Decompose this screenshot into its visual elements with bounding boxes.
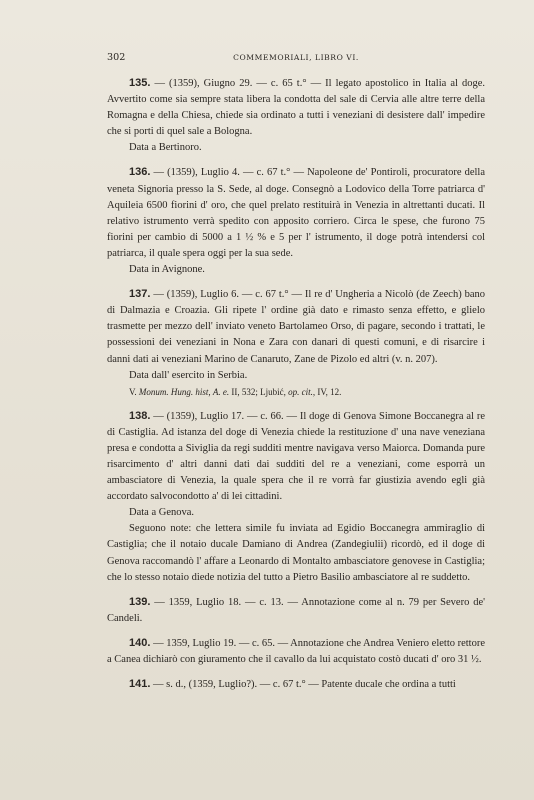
running-head: COMMEMORIALI, LIBRO VI.: [233, 53, 359, 62]
entry-number: 140.: [129, 636, 151, 649]
entry-text: [107, 635, 485, 668]
ref-sep: II, 532; Ljubić,: [229, 386, 289, 397]
entry-number: 137.: [129, 288, 151, 301]
entry-text: [107, 286, 485, 367]
page-number: 302: [107, 52, 126, 63]
entry-date: Data a Genova.: [129, 507, 195, 519]
page-header: [107, 52, 485, 66]
entry-body: — s. d., (1359, Luglio?). — c. 67 t.° — Patente ducale che ordina a tutti: [153, 679, 456, 691]
entry-137: [107, 286, 485, 399]
entry-text: [107, 408, 485, 506]
entry-number: 135.: [129, 77, 151, 89]
entry-135: [107, 75, 485, 156]
entry-body: — (1359), Luglio 17. — c. 66. — Il doge di Genova Simone Boccanegra al re di Castiglia. Ad istanza del doge di Venezia chiede la restituzione d' una nave veneziana presa e condotta a Siviglia da regi sudditi mentre navigava verso Maiorca. Domanda pure risarcimento d' altri danni dati dai sudditi del re a veneziani, come esporrà un ambasciatore di Venezia, la quale spera che il re vorrà far giustizia avendo egli già accordato salvocondotto a' di lei cittadini.: [107, 410, 486, 503]
entry-136: [107, 164, 485, 278]
ref-prefix: V.: [129, 386, 137, 397]
entry-140: [107, 635, 485, 668]
entry-number: 139.: [129, 595, 151, 608]
ref-series: A. e.: [212, 386, 230, 397]
ref-sep: ,: [208, 386, 213, 397]
entry-number: 141.: [129, 678, 151, 691]
entry-date: Data in Avignone.: [129, 264, 205, 276]
entry-139: [107, 594, 485, 627]
entry-date: Data a Bertinoro.: [129, 142, 202, 154]
entry-text: [107, 164, 485, 262]
entry-date: Data dall' esercito in Serbia.: [129, 369, 248, 381]
bibliographic-reference: [107, 386, 485, 399]
entry-text: [107, 594, 485, 627]
entry-number: 138.: [129, 409, 151, 422]
entry-body: — 1359, Luglio 18. — c. 13. — Annotazione come al n. 79 per Severo de' Candeli.: [107, 596, 486, 624]
entry-number: 136.: [129, 166, 151, 179]
ref-work: Monum. Hung. hist: [138, 386, 209, 397]
ref-work: op. cit.: [288, 386, 313, 397]
ref-suffix: , IV, 12.: [312, 386, 342, 397]
entry-note: Seguono note: che lettera simile fu inviata ad Egidio Boccanegra ammiraglio di Castiglia; che il notaio ducale Damiano di Andrea (Zandegiulii) ricordò, ed il doge di Genova raccomandò l' affare a Leonardo di Montalto ambasciatore genovese in Castiglia; che lo stesso notaio diede notizia del tutto a Pietro Basilio ambasciatore al re suddetto.: [107, 523, 485, 583]
entry-body: — (1359), Luglio 4. — c. 67 t.° — Napoleone de' Pontiroli, procuratore della veneta Signoria presso la S. Sede, al doge. Consegnò a Lodovico della Torre patriarca d' Aquileia 6500 fiorini d' oro, che quel prelato restituirà in Venezia in altrettanti ducati. Il relativo istrumento verrà spedito con apposito corriero. Circa le spese, che furono 75 fiorini per cambio di 5000 a 1 ½ % e 5 per l' istrumento, il doge potrà intendersi col patriarca, il quale spera oggi per la sua sede.: [107, 167, 486, 259]
entry-text: [107, 676, 485, 693]
entry-body: — (1359), Luglio 6. — c. 67 t.° — Il re d' Ungheria a Nicolò (de Zeech) bano di Dalmazia e Croazia. Gli ripete l' ordine già dato e rimasto senza effetto, e glielo trasmette per mezzo dell' inviato veneto Bartolameo Orso, di pagare, secondo i trattati, le possessioni dei veneziani in Nona e Zara con danari di questi comuni, e di risarcire i danni dati ai veneziani Marino de Canaruto, Zane de Pizolo ed altri (v. n. 207).: [107, 289, 486, 365]
entry-text: [107, 75, 485, 140]
entry-body: — (1359), Giugno 29. — c. 65 t.° — Il legato apostolico in Italia al doge. Avvertito come sia sempre stata libera la condotta del sale di Cervia alle altre terre della Romagna e della Chiesa, chiede sia ordinato a tutti i veneziani di desistere dall' impedire che si porti di quel sale a Bologna.: [107, 78, 485, 138]
page-body: [107, 75, 485, 701]
entry-138: [107, 408, 485, 586]
entry-body: — 1359, Luglio 19. — c. 65. — Annotazione che Andrea Veniero eletto rettore a Canea dichiarò con giuramento che il cavallo da lui acquistato costò ducati d' oro 31 ½.: [107, 637, 486, 665]
entry-141: [107, 676, 485, 693]
